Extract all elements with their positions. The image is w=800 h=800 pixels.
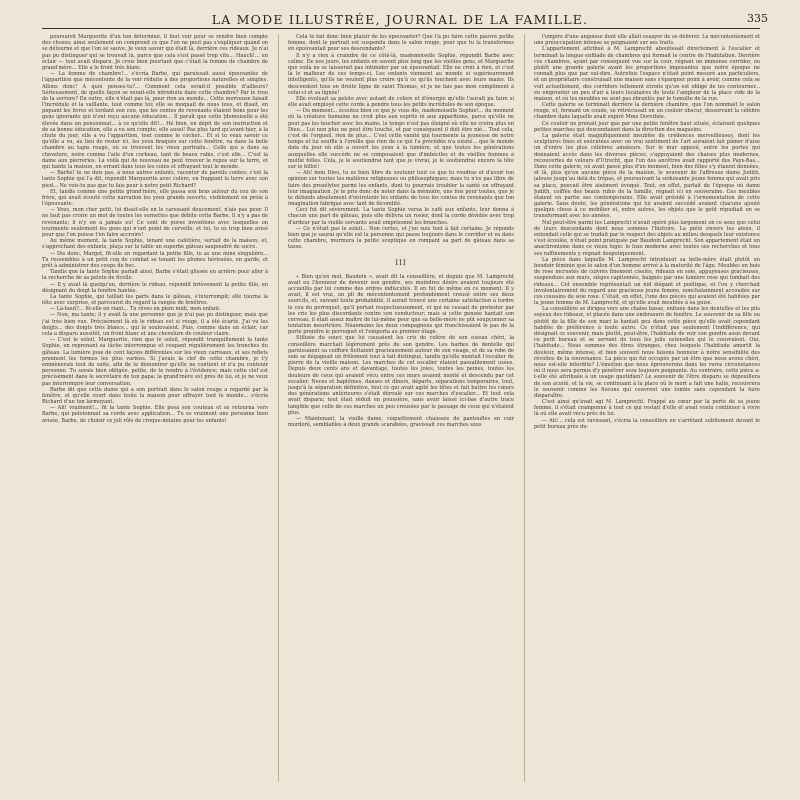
column-2 xyxy=(288,34,514,782)
paragraph: Barbe dit que cette dame qui a son portrait dans le salon rouge a regardé par la fenêtre, et qu'elle court dans toute la maison pour effrayer tout le monde... s'écria Richard d'un ton larmoyant. xyxy=(42,386,268,406)
column-divider xyxy=(278,34,279,782)
paragraph: Elle évoluait sa pelote avec autant de colère et d'énergie qu'elle l'aurait pu faire si elle avait employé cette corde à pendre tous les petits incrédules de son époque. xyxy=(288,95,514,109)
paragraph: La tante Sophie, qui taillait les parts dans le gâteau, s'interrompit; elle tourna la tête avec surprise, et parcourut du regard la rangée de fenêtres. xyxy=(42,293,268,307)
paragraph: — Barbe! tu ne dois pas, à nous autres enfants, raconter de pareils contes; c'est la tante Sophie qui l'a dit, répondit Marguerite avec colère, en frappant la terre avec son pied... Ne vois-tu pas que tu fais peur à notre petit Richard? xyxy=(42,170,268,189)
running-head xyxy=(0,10,800,30)
paragraph: — Là-haut?... fit-elle en riant... Tu rêves en plein midi, mon enfant. xyxy=(50,306,221,313)
paragraph: « Bien qu'en mot, Baudoin », avait dit la conseillère, et depuis que M. Lamprecht avait eu l'honneur de devenir son gendre, ses moindres désirs avaient toujours été accueillis par lui comme des ordres indiscutés. Il en fut de même en ce moment. Il y avait, il est vrai, un pli de mécontentement profondément creusé entre ses deux sourcils, et, suivant toute probabilité, il aurait trouvé une certaine satisfaction à tordre le cou du perroquet, qu'il portait respectueusement, et qui ne cessait de protester par les cris les plus discordants contre son conducteur; mais si cette pensée hantait son cerveau, il était assez maître de lui-même pour que sa belle-mère ne pût soupçonner sa tentation meurtrière. Néanmoins les deux compagnons qui franchissaient le pas de la porte prendre le perroquet et l'emporta au premier étage. xyxy=(288,273,514,336)
paragraph: C'est ainsi qu'avait agi M. Lamprecht. Frappé au cœur par la perte de sa jeune femme, il s'était cramponné à tout ce qui restait d'elle et avait voulu continuer à vivre là où elle avait vécu près de lui. xyxy=(534,399,760,418)
paragraph: Cela te fait donc bien plaisir de les épouvanter? Que t'a pu faire cette pauvre petite femme, dont le portrait est suspendu dans le salon rouge, pour que tu la transformes en épouvantail pour ses descendants? xyxy=(288,34,514,53)
paragraph: La conseillère se dirigea vers une chaise basse, enfouie dans les dentelles et les plis soyeux des rideaux, et placée dans une embrasure de fenêtre. Le souvenir de sa fille ou plutôt de la fille de son mari la hantait peu dans cette pièce qu'elle avait cependant habitée de préférence à toute autre. Ce n'était pas seulement l'indifférence, qui désignait ce souvenir, mais plutôt, peut-être, l'habitude de voir son gendre assis devant ce petit bureau et se servant de tous les jolis ustensiles qui le couvraient. Oui, l'habitude... Nous sommes des êtres étranges, chez lesquels l'habitude amortit la douleur, même intense, et bien souvent nous faisons honneur à notre sensibilité des révoltes de la souvenance. La pièce qui fut occupée par un être que nous avons chéri, nous est-elle interdite? L'émotion que nous éprouverons dans les rares circonstances où il nous sera permis d'y pénétrer sera toujours poignante. Au contraire, cette pièce a-t-elle été attribuée à un usage quotidien? Le souvenir de l'être disparu se dépouillera de son acuité, et la vie, se continuant à la place où le mort a fait une halte, recouvrera le souvenir comme les flocons qui couvrent une tombe sans cependant la faire disparaître. xyxy=(534,306,760,399)
paragraph: — Dis donc, Margot, fit-elle en regardant la petite fille, tu as une mine singulière... Tu ressembles à un petit coq de combat se tenant les plumes hérissées, en garde, et prêt à administrer des coups de bec. xyxy=(42,250,268,269)
column-1 xyxy=(42,34,268,782)
column-divider xyxy=(524,34,525,782)
running-title: LA MODE ILLUSTRÉE, JOURNAL DE LA FAMILLE. xyxy=(211,12,589,27)
section-heading: III xyxy=(395,258,407,267)
paragraph: Il n'y a rien à craindre de ce côté-là, mademoiselle Sophie, répondit Barbe avec calme. De nos jours, les enfants en savent plus long que les vieilles gens, et Marguerite que voilà ne se laisserait pas intimider par un épouvantail. Elle ne croit à rien, et c'est là le malheur de ces temps-ci. Les enfants viennent au monde si supérieurement intelligents, qu'ils ne veulent plus croire qu'à ce qu'ils touchent avec leurs mains. Ils descendent tous en droite ligne de saint Thomas, et je ne fais pas mon compliment à celui-ci et sa lignée! xyxy=(288,52,514,96)
paragraph: — Ah! mon Dieu, tu es bien libre de soutenir tout ce que tu voudras et d'avoir ton opinion sur toutes les matières religieuses ou philosophiques; mais tu n'es pas libre de faire des prosélytes parmi les enfants, dont tu pourrais troubler la santé en effrayant leur imagination. Je te prie donc de noter dans ta mémoire, une fois pour toutes, que je te défends absolument d'entretenir les enfants de tous les contes de revenants que ton imagination fabrique avec tant de fécondité. xyxy=(288,170,514,208)
page-number: 335 xyxy=(747,12,768,25)
paragraph: Cette galerie se terminait derrière la dernière chambre, que l'on nommait le salon rouge, et, fermant un coude, se rétrécissait en un couloir obscur, desservant la célèbre chambre dans laquelle avait expiré Mme Dorothée. xyxy=(534,102,760,121)
paragraph: — Maintenant, la vieille dame, coquettement chaussée de pantoufles en cuir mordoré, semblables à deux grands scarabées, gravissait ces marches sous xyxy=(288,415,514,429)
paragraph: l'empire d'une angoisse dont elle allait essayer de se délivrer. Le mécontentement et une préoccupation intense se peignaient sur ses traits. xyxy=(534,34,760,47)
paragraph: La pièce dans laquelle M. Lamprecht introduisit sa belle-mère était plutôt un boudoir féminin que le salon d'un homme arrivé à la maturité de l'âge. Meubles en bois de rose incrustés de cuivres finement ciselés, rideaux en soie, appuyeuses gracieuses, suspendues aux murs, sièges capitonnés, baignés par une lumière rose qui tombait des rideaux... Cet ensemble représentait un nid élégant et poétique, et l'on y cherchait involontairement du regard une gracieuse jeune femme, nonchalamment accoudée sur ces coussins de soie rose. C'était, en effet, l'une des pièces qui avaient été habitées par la jeune femme de M. Lamprecht, et qu'elle avait meublée à sa guise. xyxy=(534,256,760,307)
header-rule xyxy=(42,28,760,29)
paragraph: — Ah! vraiment!... fit la tante Sophie. Elle posa son couteau et se retourna vers Barbe, qui pelotonnait sa corde avec application... Tu es vraiment une personne bien avisée, Barbe, de choisir ce joli rôle de croque-mitaine pour les enfants! xyxy=(42,405,268,424)
paragraph: — Il y avait là quelqu'un, derrière le rideau, répondit brièvement la petite fille, en désignant du doigt la fenêtre hantée. xyxy=(42,281,268,294)
text-columns xyxy=(42,34,760,782)
paragraph: — Vous, mon cher petit, lui disait-elle en le caressant doucement, n'aie pas peur. Il ne faut pas croire un mot de toutes les sornettes que débite cette Barbe. Il n'y a pas de revenants; il n'y en a jamais eu! Ce sont de pures inventions avec lesquelles on tourmente seulement les gens qui n'ont point de cervelle; et toi, tu es trop bien avisé pour que l'on puisse t'en faire accroire! xyxy=(42,207,268,238)
paragraph: Stilisée du souci que lui causaient les cris de colère de son oiseau chéri, la conseillère marchait légèrement près de son gendre. Les barbes de dentelle qui garnissaient sa coiffure flottaient gracieusement autour de son visage, et de sa robe de soie se dégageait un frôlement tout à fait distingué, tandis qu'elle montait l'escalier de pierre de la vieille maison. Les marches de cet escalier étaient passablement usées. Depuis deux cents ans et davantage, toutes les joies, toutes les peines, toutes les douleurs de ceux qui avaient vécu entre ces murs avaient monté et descendu par cet escalier. Noces et baptêmes, danses et dîners, départs, séparations temporaires, tout, jusqu'à la séparation définitive, tout ce qui avait agité les têtes et fait battre les cœurs des générations antérieures s'était déroulé sur ces marches d'escalier... Et tout cela avait disparu; tout était réduit en poussière, sans avoir laissé ici-bas d'autre trace tangible que celle de ces marches un peu creusées par le passage de ceux qui n'étaient plus. xyxy=(288,335,514,416)
paragraph: — La femme de chambre!... s'écria Barbe, qui paraissait aussi épouvantée de l'apparition que mécontente de la voir réduite à des proportions naturelles et simples. Allons donc! A quoi penses-tu?... Comment cela serait-il possible d'ailleurs? Sérieusement, de quelle façon se serait-elle introduite dans cette chambre? Par le trou de la serrure? En outre, elle n'était pas là, pour rien au monde... Cette morveuse faisait l'incrédule et la vaillante, tout comme toi; elle se moquait de nous tous, et disait, en piquant les livres et tordant son cou, que les contes de revenants étaient bons pour les gens ignorants qui n'ont reçu aucune éducation... Il paraît que cette [demoiselle a été élevée dans un pensionnat... à ce qu'elle dit!... Hé bien, en dépit de son instruction et de sa bonne éducation, elle a vu son compte, elle aussi! Pas plus tard qu'avant-hier, à la chute du jour, elle a vu l'apparition, tout comme le cocher... Et si tu veux savoir ce qu'elle a vu, au lieu de rester ici, les yeux braqués sur cette fenêtre, va dans la belle chambre au tapis rouge, où se trouvent les vieux portraits... Celle qui a dans sa chevelure, noire comme l'aile d'un corbeau, tant de beaux rubis, c'est elle... C'est la dame aux pierreries. La voilà qui de nouveau ne peut trouver le repos sur la terre, et qui hante la maison, en errant dans tous les coins et effrayant tout le monde. xyxy=(42,71,268,170)
paragraph: Et, tandis comme une petite grand'mère, elle passa son bras autour du cou de son frère, qui avait écouté cette narration les yeux grands ouverts, visiblement en proie à l'épouvante. xyxy=(42,188,268,208)
paragraph: — Du moment... écoutez bien ce que je vous dis, mademoiselle Sophie!... du moment où la créature humaine ne croit plus aux esprits ni aux apparitions, parce qu'elle ne peut pas les toucher avec les mains, le temps n'est pas éloigné où elle ne croira plus en Dieu... Lui non plus ne peut être touché, et par conséquent il doit être nié... Tout cela, c'est de l'orgueil, rien de plus... C'est cette vanité qui tourmente la jeunesse de notre temps et lui souffle à l'oreille que rien de ce qui l'a précédée n'a existé... que le monde date du jour où elle a ouvert les yeux à la lumière, et que toutes les générations auxquelles elle succède ne se composaient que d'imbéciles et de vieilles femmes à moitié folles. Cela, je le soutiendrai tant que je vivrai, je le soutiendrai encore la tête sur le billot! xyxy=(288,108,514,170)
paragraph: La galerie était magnifiquement meublée de crédences merveilleuses, dont les sculptures fines et exécutées avec un vrai sentiment de l'art auraient fait pâmer d'aise un d'entre les plus célèbres amateurs. Sur le mur opposé, entre les portes qui donnaient accès dans les diverses pièces, s'appuyaient des chaises plus modernes, recouvertes de velours d'Utrecht, que l'un des ancêtres avait rapporté des Pays-Bas... Dans cette galerie, où avait passé plus d'un moment, bien des fêtes s'y étaient données, et là, plus qu'en aucune pièce de la maison, le souvenir de l'affreuse dame Judith, jalouse jusqu'au delà du trépas, et poursuivant la séduisante jeune femme qui avait pris sa place, pouvait être aisément évoqué. Tout, en effet, parlait de l'époque où dame Judith, coiffée des beaux rubis de la famille, régnait ici en souveraine. Ces meubles étaient en partie ses contemporains. Elle avait présidé à l'ornementation de cette galerie. Sans doute, les générations qui lui avaient succédé avaient chacune ajouté quelque chose à ce mobilier et, entre autres, les objets que le goût répudiait en se transformant avec les années. xyxy=(534,133,760,220)
paragraph: — Non, ma tante; il y avait là une personne que je n'ai pas pu distinguer, mais que j'ai très bien vue. Précisément là où le rideau est si rouge, il a été écarté. J'ai vu les doigts... des doigts très blancs... qui le soulevaient. Puis, comme dans un éclair, car cela a disparu aussitôt, un front blanc et une chevelure de couleur claire. xyxy=(42,312,268,337)
paragraph: Au même moment, la tante Sophie, tenant une cafetière, sortait de la maison, et, s'approchant des enfants, plaça sur la table un superbe gâteau saupoudré de sucre. xyxy=(42,238,268,251)
paragraph: L'appartement attribué à M. Lamprecht aboutissait directement à l'escalier et terminait la longue enfilade de chambres qui formait le centre de l'habitation. Derrière ces chambres, ayant par conséquent vue sur la cour, régnait un immense corridor, ou plutôt une grande galerie ayant les proportions imposantes que notre époque ne connaît plus que par ouï-dire. Autrefois l'espace n'était point mesuré aux particuliers, et un propriétaire construisait une maison sans s'épargner point à avoir, comme cela se voit actuellement, des corridors tellement étroits qu'on est obligé de les contourner... en emprunter un peu d'air à leurs locataires de toute l'ampleur de la place vide de la maison, et où les meubles ne sont pas ébranlés par le tumulte de la rue. xyxy=(534,46,760,102)
column-3 xyxy=(534,34,760,782)
paragraph: — C'est le soleil, Marguerite, rien que le soleil, répondit tranquillement la tante Sophie, en reprenant sa tâche interrompue et coupant régulièrement les tranches du gâteau. La lumière joue de cent façons différentes sur les vieux carreaux, et ses reflets prennent les formes les plus variées. Si j'avais la clef de cette chambre, je t'y emmènerais tout de suite, afin de te démontrer qu'elle ne contient et n'a pu contenir personne. Tu serais bien obligée, petite, de te rendre à l'évidence; mais cette clef est précisément dans le secrétaire de ton papa; la grand'mère est près de lui, et je ne veux pas interrompre leur conversation. xyxy=(42,337,268,387)
paragraph: Nul peut-être parmi les Lamprecht n'avait opéré plus largement en ce sens que celui de leurs descendants dont nous sommes l'histoire. La piété envers les aïeux, il entendait celle qui se traduit par le respect des objets au milieu desquels leur existence s'est écoulée, n'était point pratiquée par Baudoin Lamprecht. Son appartement était un anachronisme dans ce vieux logis: le luxe moderne avec toutes ses recherches et tous ses raffinements y régnait despotiquement. xyxy=(534,219,760,257)
paragraph: poursuivit Marguerite d'un ton déterminé, il faut voir pour se rendre bien compte des choses; ainsi seulement on comprend ce que l'on ne peut pas s'expliquer quand on se détourne et que l'on se sauve. Je veux savoir qui était là, derrière ces rideaux. Je n'ai pas pu distinguer qui se trouvait là, parce que cela s'est passé trop vite... Hauch!... un éclair — tout avait disparu. Je crois bien pourtant que c'était la femme de chambre de grand'mère... Elle a le front très blanc. xyxy=(42,34,268,71)
paragraph: Ce couloir ne prenait jour que par une petite fenêtre haut située, éclairant quelques petites marches qui descendaient dans la direction des magasins. xyxy=(534,120,760,133)
paragraph: — Ce n'était pas le soleil... Non certes, et j'en suis tout à fait certaine. Je réponds bien que je saurai qu'elle est la personne qui passe toujours dans le corridor et va dans cette chambre, murmura la petite sceptique en rompant sa part de gâteau dans sa tasse. xyxy=(288,225,514,251)
paragraph: Ceci fut dit sévèrement. La tante Sophie versa le café aux enfants, leur donna à chacun une part de gâteau, puis elle délivra un rosier, dont la corde dévidée avec trop d'ardeur par la vieille servante avait emprisonné les branches. xyxy=(288,207,514,226)
paragraph: Tandis que la tante Sophie parlait ainsi, Barbe s'était glissée en arrière pour aller à la recherche de sa pelote de ficelle. xyxy=(42,269,268,282)
paragraph: — Ah!... cela est ravissant, s'écria la conseillère en s'arrêtant subitement devant le petit bureau près du- xyxy=(534,417,760,430)
